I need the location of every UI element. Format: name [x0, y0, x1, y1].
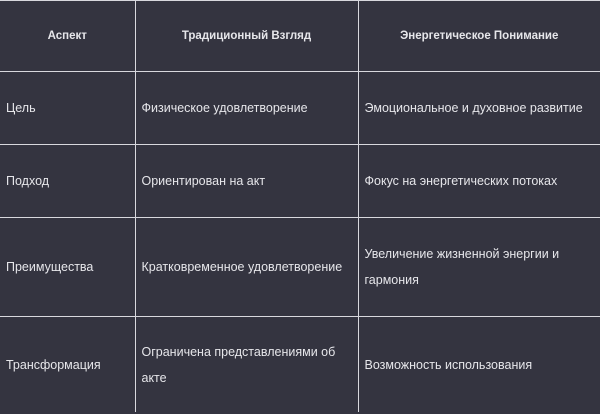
table-row	[0, 218, 600, 317]
header-energy-understanding: Энергетическое Понимание	[358, 1, 600, 72]
row-energy-cell: Возможность использования	[364, 357, 533, 372]
row-traditional-cell: Ориентирован на акт	[135, 145, 358, 218]
row-energy-cell: Увеличение жизненной энергии и гармония	[358, 218, 600, 317]
header-traditional-view: Традиционный Взгляд	[135, 1, 358, 72]
table-row	[0, 317, 600, 413]
row-aspect-cell: Цель	[0, 72, 135, 145]
row-traditional-cell: Ограничена представлениями об акте	[135, 317, 358, 413]
comparison-table	[0, 1, 600, 412]
row-traditional-cell: Физическое удовлетворение	[135, 72, 358, 145]
row-energy-cell: Фокус на энергетических потоках	[358, 145, 600, 218]
row-aspect-cell: Подход	[0, 145, 135, 218]
table-row	[0, 72, 600, 145]
row-aspect-cell: Трансформация	[0, 317, 135, 413]
row-traditional-cell: Кратковременное удовлетворение	[135, 218, 358, 317]
header-aspect: Аспект	[0, 1, 135, 72]
table-row	[0, 145, 600, 218]
row-energy-cell: Эмоциональное и духовное развитие	[358, 72, 600, 145]
header-row	[0, 1, 600, 72]
row-aspect-cell: Преимущества	[0, 218, 135, 317]
